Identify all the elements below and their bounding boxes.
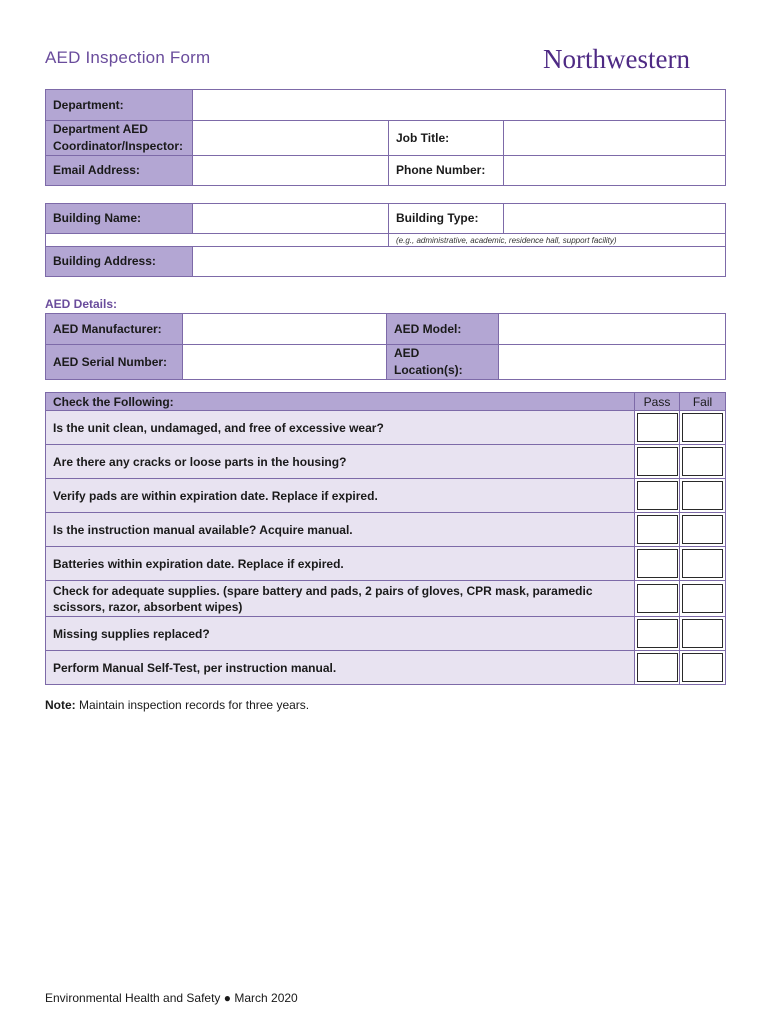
fail-checkbox[interactable] bbox=[682, 515, 723, 544]
aed-location-label: AED Location(s): bbox=[387, 345, 499, 380]
building-name-label: Building Name: bbox=[46, 204, 193, 234]
building-type-field[interactable] bbox=[504, 204, 726, 234]
fail-cell bbox=[680, 513, 726, 547]
aed-details-table bbox=[45, 313, 726, 380]
pass-cell bbox=[635, 479, 680, 513]
pass-cell bbox=[635, 651, 680, 685]
aed-serial-label: AED Serial Number: bbox=[46, 345, 183, 380]
checklist-row bbox=[46, 479, 726, 513]
aed-details-heading: AED Details: bbox=[45, 297, 118, 311]
building-table bbox=[45, 203, 726, 277]
department-field[interactable] bbox=[193, 90, 726, 121]
fail-cell bbox=[680, 479, 726, 513]
note-text: Maintain inspection records for three years. bbox=[75, 698, 310, 712]
pass-checkbox[interactable] bbox=[637, 584, 678, 613]
checklist-item: Verify pads are within expiration date. Replace if expired. bbox=[46, 479, 635, 513]
job-title-label: Job Title: bbox=[389, 121, 504, 156]
checklist-row bbox=[46, 411, 726, 445]
pass-cell bbox=[635, 513, 680, 547]
fail-cell bbox=[680, 617, 726, 651]
coordinator-label: Department AED Coordinator/Inspector: bbox=[46, 121, 193, 156]
building-name-field[interactable] bbox=[193, 204, 389, 234]
aed-manufacturer-field[interactable] bbox=[183, 314, 387, 345]
phone-label: Phone Number: bbox=[389, 156, 504, 186]
pass-checkbox[interactable] bbox=[637, 481, 678, 510]
northwestern-logo: Northwestern bbox=[543, 44, 690, 74]
pass-cell bbox=[635, 411, 680, 445]
checklist-row bbox=[46, 547, 726, 581]
fail-cell bbox=[680, 445, 726, 479]
checklist-item: Missing supplies replaced? bbox=[46, 617, 635, 651]
fail-checkbox[interactable] bbox=[682, 413, 723, 442]
checklist-row bbox=[46, 445, 726, 479]
department-label: Department: bbox=[46, 90, 193, 121]
pass-checkbox[interactable] bbox=[637, 549, 678, 578]
pass-cell bbox=[635, 445, 680, 479]
email-label: Email Address: bbox=[46, 156, 193, 186]
aed-model-field[interactable] bbox=[499, 314, 726, 345]
checklist-item: Check for adequate supplies. (spare battery and pads, 2 pairs of gloves, CPR mask, paramedic scissors, razor, absorbent wipes) bbox=[46, 581, 635, 617]
contact-table bbox=[45, 89, 726, 186]
fail-cell bbox=[680, 651, 726, 685]
pass-cell bbox=[635, 581, 680, 617]
job-title-field[interactable] bbox=[504, 121, 726, 156]
pass-checkbox[interactable] bbox=[637, 447, 678, 476]
fail-cell bbox=[680, 411, 726, 445]
pass-checkbox[interactable] bbox=[637, 515, 678, 544]
aed-location-field[interactable] bbox=[499, 345, 726, 380]
checklist-item: Perform Manual Self-Test, per instruction manual. bbox=[46, 651, 635, 685]
pass-column-header: Pass bbox=[635, 393, 680, 411]
checklist-row bbox=[46, 513, 726, 547]
checklist-item: Are there any cracks or loose parts in the housing? bbox=[46, 445, 635, 479]
checklist-item: Is the instruction manual available? Acquire manual. bbox=[46, 513, 635, 547]
footer: Environmental Health and Safety ● March 2020 bbox=[45, 991, 298, 1005]
fail-checkbox[interactable] bbox=[682, 584, 723, 613]
fail-checkbox[interactable] bbox=[682, 481, 723, 510]
checklist-header: Check the Following: bbox=[46, 393, 635, 411]
pass-checkbox[interactable] bbox=[637, 619, 678, 648]
checklist-item: Is the unit clean, undamaged, and free of excessive wear? bbox=[46, 411, 635, 445]
building-address-field[interactable] bbox=[193, 247, 726, 277]
note-label: Note: bbox=[45, 698, 76, 712]
aed-manufacturer-label: AED Manufacturer: bbox=[46, 314, 183, 345]
checklist-item: Batteries within expiration date. Replace if expired. bbox=[46, 547, 635, 581]
fail-checkbox[interactable] bbox=[682, 549, 723, 578]
building-type-hint-cell bbox=[389, 234, 726, 247]
aed-model-label: AED Model: bbox=[387, 314, 499, 345]
building-hint-spacer bbox=[46, 234, 389, 247]
pass-checkbox[interactable] bbox=[637, 653, 678, 682]
checklist-row bbox=[46, 581, 726, 617]
building-address-label: Building Address: bbox=[46, 247, 193, 277]
phone-field[interactable] bbox=[504, 156, 726, 186]
form-title: AED Inspection Form bbox=[45, 48, 211, 67]
checklist-row bbox=[46, 617, 726, 651]
fail-checkbox[interactable] bbox=[682, 653, 723, 682]
fail-checkbox[interactable] bbox=[682, 447, 723, 476]
fail-column-header: Fail bbox=[680, 393, 726, 411]
coordinator-field[interactable] bbox=[193, 121, 389, 156]
checklist-table bbox=[45, 392, 726, 685]
aed-serial-field[interactable] bbox=[183, 345, 387, 380]
building-type-label: Building Type: bbox=[389, 204, 504, 234]
checklist-row bbox=[46, 651, 726, 685]
pass-cell bbox=[635, 547, 680, 581]
building-type-hint: (e.g., administrative, academic, residence hall, support facility) bbox=[396, 236, 617, 245]
fail-checkbox[interactable] bbox=[682, 619, 723, 648]
fail-cell bbox=[680, 581, 726, 617]
fail-cell bbox=[680, 547, 726, 581]
pass-checkbox[interactable] bbox=[637, 413, 678, 442]
note bbox=[45, 698, 309, 712]
email-field[interactable] bbox=[193, 156, 389, 186]
pass-cell bbox=[635, 617, 680, 651]
